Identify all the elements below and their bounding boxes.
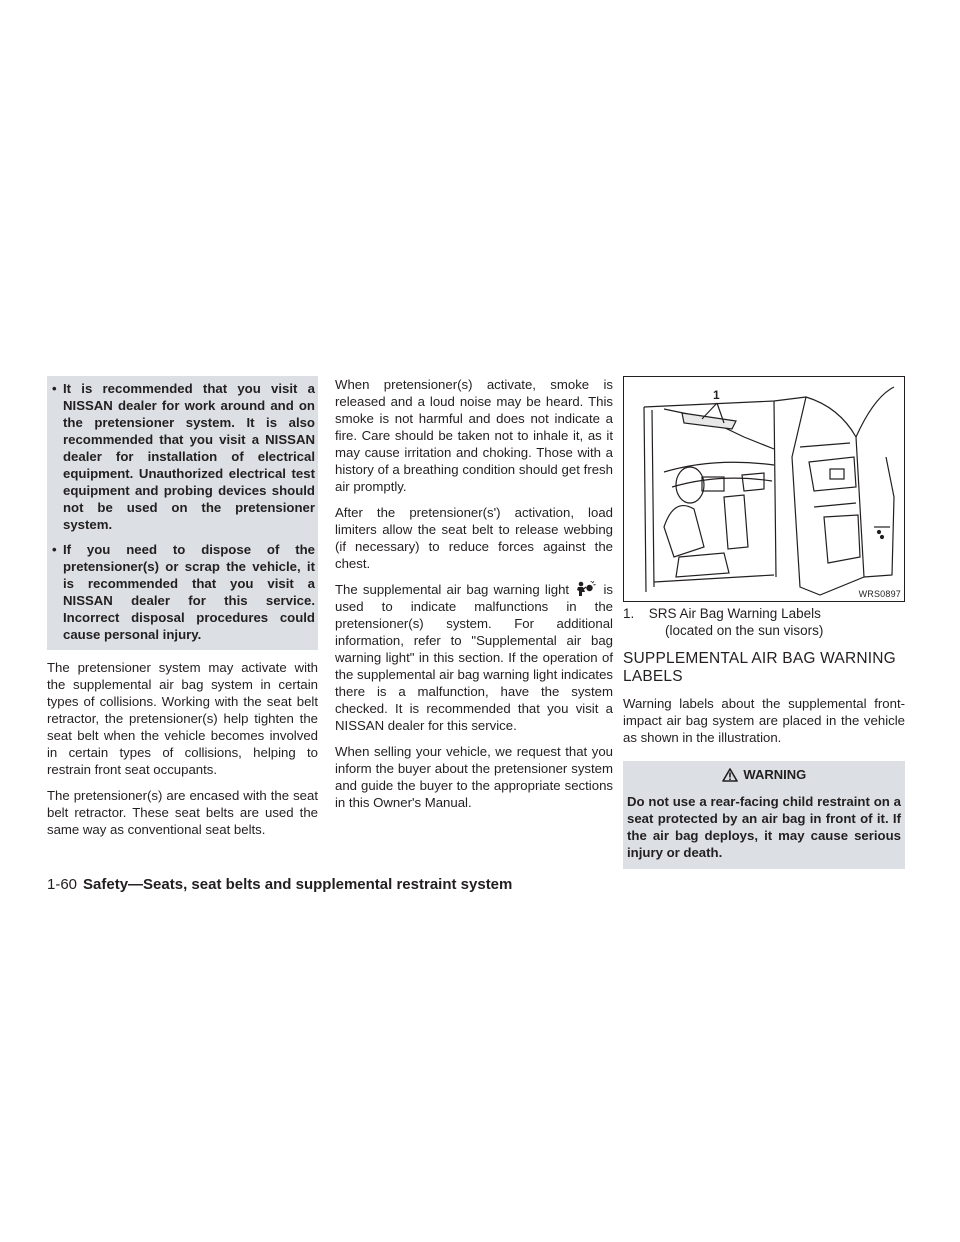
page-number: 1-60: [47, 876, 78, 893]
paragraph: When selling your vehicle, we request that you inform the buyer about the pretensioner system and guide the buyer to the appropriate sections in this Owner's Manual.: [335, 744, 613, 810]
bullet-text: If you need to dispose of the pretensioner(s) or scrap the vehicle, it is recommended that you visit a NISSAN dealer for this service. Incorrect disposal procedures could cause personal injury.: [63, 542, 315, 642]
column-left: [47, 376, 318, 838]
column-middle: [335, 376, 613, 811]
caption-text-line2: (located on the sun visors): [665, 623, 824, 638]
paragraph-text: The supplemental air bag warning light: [335, 582, 570, 597]
illustration-vehicle-interior: [623, 376, 905, 602]
paragraph: The pretensioner system may activate with the supplemental air bag system in certain types of collisions. Working with the seat belt retractor, the pretensioner(s) help tighten the seat belt when the vehicle becomes involved in certain types of collisions, helping to restrain front seat occupants.: [47, 660, 318, 777]
caption-number: 1.: [623, 606, 635, 621]
warning-title: [627, 767, 901, 783]
airbag-warning-light-icon: [574, 581, 596, 597]
paragraph: After the pretensioner(s') activation, load limiters allow the seat belt to release webbing (if necessary) to reduce forces against the chest.: [335, 505, 613, 571]
callout-label: 1: [713, 388, 720, 402]
paragraph: When pretensioner(s) activate, smoke is released and a loud noise may be heard. This smoke is not harmful and does not indicate a fire. Care should be taken not to inhale it, as it may cause irritation and choking. Those with a history of a breathing condition should get fresh air promptly.: [335, 377, 613, 494]
bullet-dot: •: [52, 542, 57, 557]
section-heading: SUPPLEMENTAL AIR BAG WARNING LABELS: [623, 650, 896, 685]
page-footer: [47, 876, 512, 893]
figure-code: WRS0897: [858, 589, 901, 599]
car-interior-drawing: [624, 377, 905, 602]
warning-title-text: WARNING: [743, 767, 807, 782]
paragraph-with-icon: [335, 581, 613, 734]
bullet-item: [50, 541, 315, 643]
bullet-dot: •: [52, 381, 57, 396]
paragraph: Warning labels about the supplemental front-impact air bag system are placed in the vehicle as shown in the illustration.: [623, 696, 905, 745]
paragraph-text: is used to indicate malfunctions in the pretensioner(s) system. For additional information, refer to "Supplemental air bag warning light" in this section. If the operation of the supplemental air bag warning light indicates there is a malfunction, have the system checked. It is recommended that you visit a NISSAN dealer for this service.: [335, 582, 613, 733]
bullet-text: It is recommended that you visit a NISSAN dealer for work around and on the pretensioner system. It is also recommended that you visit a NISSAN dealer for installation of electrical equipment. Unauthorized electrical test equipment and probing devices should not be used on the pretensioner system.: [63, 381, 315, 532]
figure-caption: [623, 605, 905, 639]
warning-box: [623, 761, 905, 869]
warning-triangle-icon: [722, 768, 738, 782]
caution-bullet-box: [47, 376, 318, 650]
paragraph: The pretensioner(s) are encased with the seat belt retractor. These seat belts are used the same way as conventional seat belts.: [47, 788, 318, 837]
chapter-title: Safety—Seats, seat belts and supplemental restraint system: [83, 876, 513, 893]
caption-text: SRS Air Bag Warning Labels: [648, 606, 821, 621]
bullet-item: [50, 380, 315, 533]
warning-text: Do not use a rear-facing child restraint on a seat protected by an air bag in front of it. If the air bag deploys, it may cause serious injury or death.: [627, 794, 901, 860]
column-right: [623, 376, 905, 869]
